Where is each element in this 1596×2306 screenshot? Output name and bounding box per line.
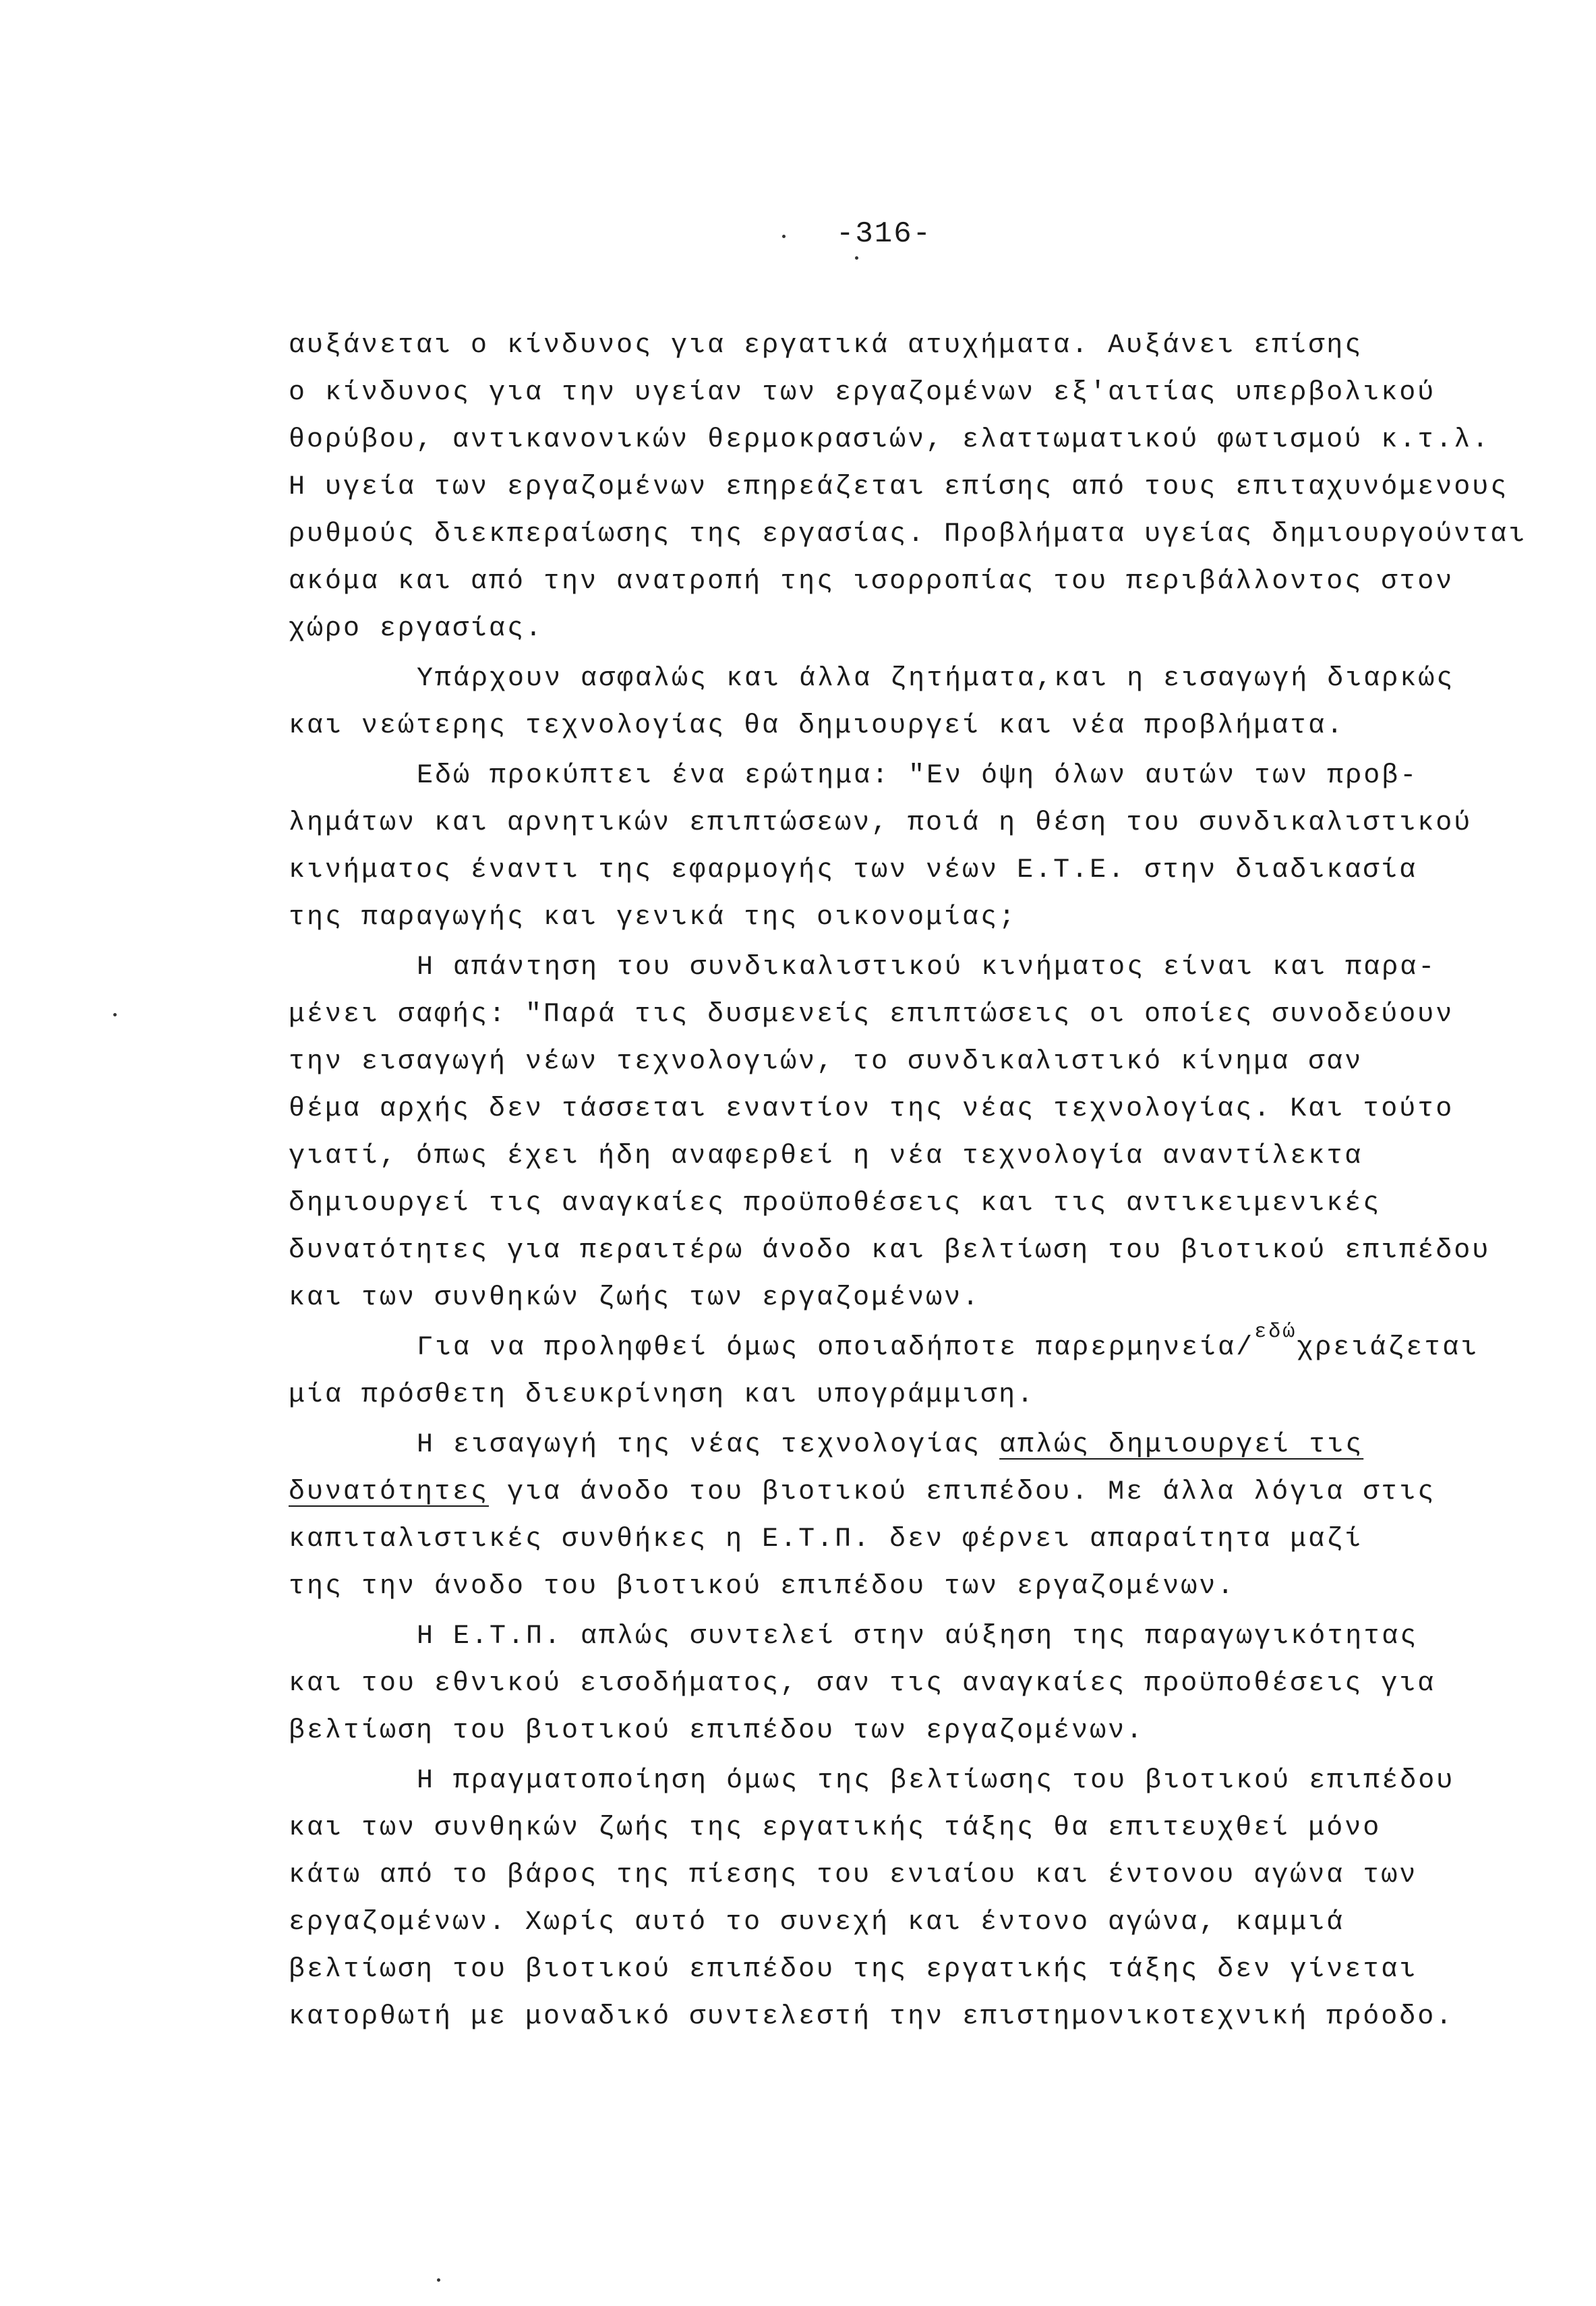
text-line: γιατί, όπως έχει ήδη αναφερθεί η νέα τεχνολογία αναντίλεκτα bbox=[289, 1141, 1363, 1172]
scan-speck bbox=[855, 256, 858, 260]
text-line: Η πραγματοποίηση όμως της βελτίωσης του βιοτικού επιπέδου bbox=[417, 1766, 1455, 1796]
text-line: Εδώ προκύπτει ένα ερώτημα: "Εν όψη όλων αυτών των προβ- bbox=[417, 761, 1419, 791]
text-line bbox=[289, 1422, 1570, 1469]
text-line: και των συνθηκών ζωής της εργατικής τάξης θα επιτευχθεί μόνο bbox=[289, 1813, 1382, 1843]
text-fragment: Η εισαγωγή της νέας τεχνολογίας bbox=[417, 1430, 1000, 1460]
page-number: -316- bbox=[836, 217, 933, 251]
text-line: μένει σαφής: "Παρά τις δυσμενείς επιπτώσεις οι οποίες συνοδεύουν bbox=[289, 1000, 1454, 1030]
scan-speck bbox=[782, 235, 786, 238]
text-line: Η Ε.Τ.Π. απλώς συντελεί στην αύξηση της παραγωγικότητας bbox=[417, 1621, 1419, 1652]
handwritten-insertion: εδώ bbox=[1254, 1321, 1297, 1344]
text-line: θέμα αρχής δεν τάσσεται εναντίον της νέας τεχνολογίας. Και τούτο bbox=[289, 1094, 1454, 1124]
text-line: ο κίνδυνος για την υγείαν των εργαζομένων εξ'αιτίας υπερβολικού bbox=[289, 378, 1436, 408]
paragraph-2 bbox=[289, 656, 1570, 750]
text-line: Η υγεία των εργαζομένων επηρεάζεται επίσης από τους επιταχυνόμενους bbox=[289, 472, 1509, 502]
text-line: λημάτων και αρνητικών επιπτώσεων, ποιά η θέση του συνδικαλιστικού bbox=[289, 808, 1473, 838]
text-line: κάτω από το βάρος της πίεσης του ενιαίου και έντονου αγώνα των bbox=[289, 1860, 1418, 1891]
text-line: της την άνοδο του βιοτικού επιπέδου των εργαζομένων. bbox=[289, 1572, 1236, 1602]
paragraph-7 bbox=[289, 1613, 1570, 1755]
text-line: δημιουργεί τις αναγκαίες προϋποθέσεις και τις αντικειμενικές bbox=[289, 1188, 1382, 1219]
text-line: θορύβου, αντικανονικών θερμοκρασιών, ελαττωματικού φωτισμού κ.τ.λ. bbox=[289, 425, 1491, 455]
text-line: και νεώτερης τεχνολογίας θα δημιουργεί και νέα προβλήματα. bbox=[289, 711, 1345, 741]
scan-speck bbox=[113, 1013, 117, 1016]
text-line bbox=[289, 1469, 1570, 1516]
text-line: δυνατότητες για περαιτέρω άνοδο και βελτίωση του βιοτικού επιπέδου bbox=[289, 1236, 1491, 1266]
text-line: βελτίωση του βιοτικού επιπέδου των εργαζομένων. bbox=[289, 1716, 1145, 1746]
text-fragment: χρειάζεται bbox=[1297, 1333, 1479, 1363]
text-line: ακόμα και από την ανατροπή της ισορροπίας του περιβάλλοντος στον bbox=[289, 567, 1454, 597]
paragraph-1 bbox=[289, 322, 1570, 653]
scan-speck bbox=[437, 2278, 440, 2282]
text-line: και του εθνικού εισοδήματος, σαν τις αναγκαίες προϋποθέσεις για bbox=[289, 1669, 1436, 1699]
text-line: αυξάνεται ο κίνδυνος για εργατικά ατυχήματα. Αυξάνει επίσης bbox=[289, 330, 1363, 361]
text-fragment: Για να προληφθεί όμως οποιαδήποτε παρερμηνεία/ bbox=[417, 1333, 1255, 1363]
text-line bbox=[289, 1321, 1570, 1372]
text-line: Η απάντηση του συνδικαλιστικού κινήματος είναι και παρα- bbox=[417, 952, 1437, 983]
text-line: κινήματος έναντι της εφαρμογής των νέων Ε.Τ.Ε. στην διαδικασία bbox=[289, 855, 1418, 886]
text-line: της παραγωγής και γενικά της οικονομίας; bbox=[289, 902, 1017, 933]
text-line: εργαζομένων. Χωρίς αυτό το συνεχή και έντονο αγώνα, καμμιά bbox=[289, 1907, 1345, 1938]
text-line: μία πρόσθετη διευκρίνηση και υπογράμμιση. bbox=[289, 1380, 1036, 1410]
underlined-text: απλώς δημιουργεί τις bbox=[999, 1430, 1364, 1460]
text-line: κατορθωτή με μοναδικό συντελεστή την επιστημονικοτεχνική πρόοδο. bbox=[289, 2002, 1454, 2032]
text-line: την εισαγωγή νέων τεχνολογιών, το συνδικαλιστικό κίνημα σαν bbox=[289, 1047, 1363, 1077]
text-line: βελτίωση του βιοτικού επιπέδου της εργατικής τάξης δεν γίνεται bbox=[289, 1955, 1418, 1985]
text-line: χώρο εργασίας. bbox=[289, 614, 544, 644]
underlined-text: δυνατότητες bbox=[289, 1477, 490, 1507]
text-line: καπιταλιστικές συνθήκες η Ε.Τ.Π. δεν φέρνει απαραίτητα μαζί bbox=[289, 1524, 1363, 1555]
paragraph-3 bbox=[289, 753, 1570, 942]
paragraph-5 bbox=[289, 1321, 1570, 1419]
text-fragment: για άνοδο του βιοτικού επιπέδου. Με άλλα λόγια στις bbox=[489, 1477, 1436, 1507]
document-body bbox=[289, 322, 1570, 2041]
text-line: και των συνθηκών ζωής των εργαζομένων. bbox=[289, 1283, 981, 1313]
paragraph-4 bbox=[289, 944, 1570, 1322]
text-line: Υπάρχουν ασφαλώς και άλλα ζητήματα,και η εισαγωγή διαρκώς bbox=[417, 664, 1455, 694]
text-line: ρυθμούς διεκπεραίωσης της εργασίας. Προβλήματα υγείας δημιουργούνται bbox=[289, 519, 1527, 550]
paragraph-8 bbox=[289, 1758, 1570, 2041]
paragraph-6 bbox=[289, 1422, 1570, 1611]
